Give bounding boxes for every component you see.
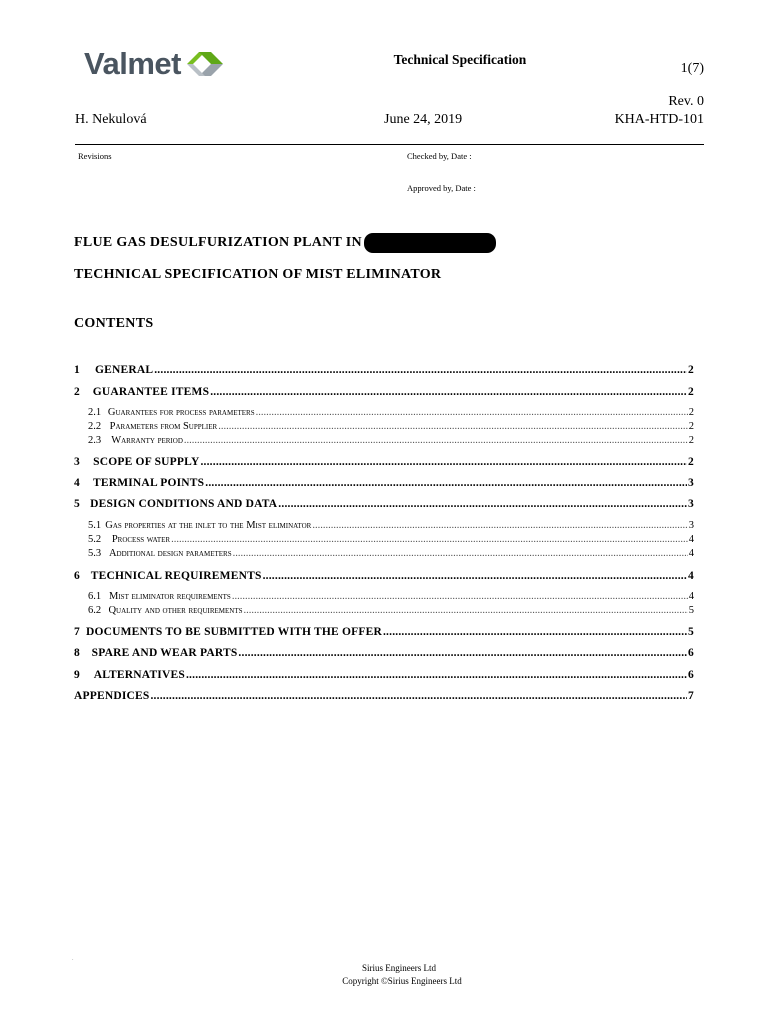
toc-entry-title: Gas properties at the inlet to the Mist eliminator <box>105 520 312 531</box>
toc-entry-title: Process water <box>111 534 171 545</box>
toc-entry[interactable] <box>74 548 694 559</box>
toc-entry-page: 4 <box>688 548 694 559</box>
toc-entry-page: 4 <box>688 534 694 545</box>
toc-entry-title: DESIGN CONDITIONS AND DATA <box>90 498 278 510</box>
header-divider <box>75 144 704 145</box>
document-type: Technical Specification <box>393 52 527 67</box>
toc-leader-dots <box>210 386 687 398</box>
toc-entry[interactable] <box>74 534 694 545</box>
toc-entry-number: 5.1 <box>88 520 102 531</box>
toc-entry[interactable] <box>74 407 694 418</box>
toc-entry-page: 2 <box>688 364 694 376</box>
toc-entry-number: 3 <box>74 456 80 468</box>
toc-entry-number: 4 <box>74 477 80 489</box>
toc-leader-dots <box>150 690 687 702</box>
toc-entry-page: 4 <box>688 591 694 602</box>
revision: Rev. 0 <box>668 94 704 109</box>
toc-entry-page: 6 <box>688 669 694 681</box>
author: H. Nekulová <box>75 112 147 127</box>
toc-entry-number: 5 <box>74 498 80 510</box>
toc-entry-number: 2.2 <box>88 421 102 432</box>
toc-entry-page: 2 <box>688 421 694 432</box>
toc-entry[interactable] <box>74 435 694 446</box>
toc-entry-page: 3 <box>688 477 694 489</box>
document-date: June 24, 2019 <box>384 112 463 127</box>
toc-entry-title: TECHNICAL REQUIREMENTS <box>90 570 262 582</box>
toc-entry-number: 8 <box>74 647 80 659</box>
toc-entry-title: SCOPE OF SUPPLY <box>93 456 200 468</box>
toc-entry-number: 6.2 <box>88 605 102 616</box>
toc-leader-dots <box>218 421 688 432</box>
toc-entry[interactable] <box>74 647 694 659</box>
toc-entry-page: 3 <box>688 520 694 531</box>
toc-leader-dots <box>312 520 687 531</box>
toc-leader-dots <box>154 364 687 376</box>
toc-entry[interactable] <box>74 570 694 582</box>
toc-leader-dots <box>171 534 688 545</box>
toc-leader-dots <box>186 669 687 681</box>
toc-entry-title: Quality and other requirements <box>108 605 243 616</box>
toc-leader-dots <box>200 456 687 468</box>
toc-entry-title: TERMINAL POINTS <box>92 477 205 489</box>
toc-entry-number: 5.2 <box>88 534 102 545</box>
toc-entry-title: Mist eliminator requirements <box>109 591 231 602</box>
footer-company: Sirius Engineers Ltd <box>362 963 436 973</box>
toc-entry[interactable] <box>74 456 694 468</box>
toc-entry-number: 9 <box>74 669 80 681</box>
toc-entry-page: 2 <box>688 456 694 468</box>
document-subtitle: TECHNICAL SPECIFICATION OF MIST ELIMINATOR <box>74 267 442 282</box>
document-number: KHA-HTD-101 <box>614 112 704 127</box>
toc-entry-page: 5 <box>688 626 694 638</box>
toc-entry[interactable] <box>74 520 694 531</box>
toc-entry-title: ALTERNATIVES <box>93 669 185 681</box>
checked-by-label: Checked by, Date : <box>407 151 472 161</box>
page-number: 1(7) <box>680 61 704 76</box>
contents-heading: CONTENTS <box>74 316 154 331</box>
toc-entry-page: 7 <box>688 690 694 702</box>
toc-entry[interactable] <box>74 669 694 681</box>
toc-entry-number: 6 <box>74 570 80 582</box>
toc-entry-number: 2 <box>74 386 80 398</box>
toc-entry-number: 2.1 <box>88 407 102 418</box>
valmet-chevron-icon <box>183 47 223 81</box>
approved-by-label: Approved by, Date : <box>407 183 476 193</box>
toc-leader-dots <box>232 591 688 602</box>
redaction-block <box>364 233 496 253</box>
toc-leader-dots <box>278 498 687 510</box>
toc-entry-title: APPENDICES <box>74 690 150 702</box>
toc-entry[interactable] <box>74 477 694 489</box>
toc-entry[interactable] <box>74 386 694 398</box>
toc-leader-dots <box>256 407 688 418</box>
toc-entry-page: 3 <box>688 498 694 510</box>
toc-entry-title: GUARANTEE ITEMS <box>92 386 210 398</box>
valmet-logo <box>84 44 223 84</box>
toc-entry-number: 6.1 <box>88 591 102 602</box>
toc-entry-title: DOCUMENTS TO BE SUBMITTED WITH THE OFFER <box>85 626 382 638</box>
toc-entry-page: 2 <box>688 407 694 418</box>
title-line-1: FLUE GAS DESULFURIZATION PLANT IN <box>74 235 362 250</box>
toc-entry-page: 5 <box>688 605 694 616</box>
toc-leader-dots <box>263 570 687 582</box>
toc-entry-title: Parameters from Supplier <box>109 421 218 432</box>
toc-entry[interactable] <box>74 364 694 376</box>
toc-entry[interactable] <box>74 591 694 602</box>
toc-entry[interactable] <box>74 626 694 638</box>
document-title <box>74 233 496 253</box>
revisions-label: Revisions <box>78 151 112 161</box>
toc-entry-title: Warranty period <box>111 435 183 446</box>
toc-leader-dots <box>184 435 688 446</box>
toc-leader-dots <box>233 548 688 559</box>
toc-entry-number: 7 <box>74 626 80 638</box>
toc-entry-title: SPARE AND WEAR PARTS <box>91 647 238 659</box>
toc-leader-dots <box>238 647 687 659</box>
toc-entry[interactable] <box>74 421 694 432</box>
toc-leader-dots <box>205 477 687 489</box>
toc-entry-title: GENERAL <box>94 364 154 376</box>
toc-entry-number: 2.3 <box>88 435 102 446</box>
toc-entry[interactable] <box>74 690 694 702</box>
toc-entry-page: 6 <box>688 647 694 659</box>
toc-entry-number: 1 <box>74 364 80 376</box>
toc-entry-page: 2 <box>688 435 694 446</box>
toc-entry-page: 4 <box>688 570 694 582</box>
toc-leader-dots <box>383 626 687 638</box>
toc-entry-title: Guarantees for process parameters <box>107 407 255 418</box>
toc-entry-title: Additional design parameters <box>108 548 232 559</box>
toc-entry[interactable] <box>74 498 694 510</box>
toc-entry-page: 2 <box>688 386 694 398</box>
footer-mark: . <box>72 956 74 962</box>
footer-copyright: Copyright ©Sirius Engineers Ltd <box>342 976 462 986</box>
toc-entry-number: 5.3 <box>88 548 102 559</box>
toc-entry[interactable] <box>74 605 694 616</box>
brand-name: Valmet <box>84 46 181 81</box>
toc-leader-dots <box>244 605 688 616</box>
